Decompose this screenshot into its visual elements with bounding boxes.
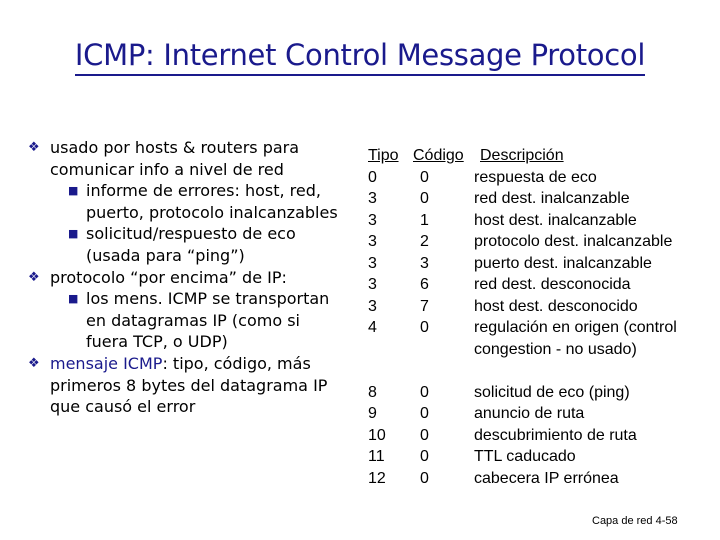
header-tipo: Tipo	[368, 147, 399, 164]
cell-codigo: 0	[420, 383, 429, 401]
cell-descripcion: regulación en origen (control	[474, 319, 677, 336]
slide-footer: Capa de red 4-58	[592, 515, 678, 527]
cell-codigo: 0	[420, 168, 429, 186]
cell-tipo: 0	[368, 168, 377, 186]
cell-tipo: 3	[368, 276, 377, 293]
bullet-line-rest: : tipo, código, más	[162, 353, 311, 373]
square-bullet-icon: ■	[68, 292, 79, 306]
cell-descripcion: protocolo dest. inalcanzable	[474, 233, 673, 250]
sub-bullet-line: fuera TCP, o UDP)	[86, 332, 228, 352]
cell-tipo: 4	[368, 319, 377, 336]
cell-descripcion: puerto dest. inalcanzable	[474, 254, 652, 272]
bullet-line: usado por hosts & routers para	[50, 138, 300, 157]
cell-descripcion: cabecera IP errónea	[474, 469, 619, 487]
header-descripcion: Descripción	[480, 147, 564, 164]
sub-bullet-line: puerto, protocolo inalcanzables	[86, 202, 338, 222]
cell-codigo: 0	[420, 448, 429, 465]
cell-codigo: 0	[420, 190, 429, 207]
bullet-line: primeros 8 bytes del datagrama IP	[50, 375, 328, 395]
cell-tipo: 12	[368, 469, 386, 487]
cell-tipo: 3	[368, 211, 377, 229]
cell-tipo: 10	[368, 426, 386, 444]
bullet-line: comunicar info a nivel de red	[50, 159, 284, 179]
bullet-item	[28, 137, 353, 180]
cell-codigo: 3	[420, 254, 429, 272]
sub-bullet-line: en datagramas IP (como si	[86, 310, 300, 330]
cell-descripcion: red dest. desconocida	[474, 276, 631, 293]
cell-tipo: 3	[368, 233, 377, 250]
cell-descripcion: anuncio de ruta	[474, 405, 585, 422]
cell-tipo: 9	[368, 405, 377, 422]
bullet-item	[28, 353, 353, 418]
cell-descripcion: congestion - no usado)	[474, 340, 637, 358]
cell-codigo: 7	[420, 297, 429, 315]
sub-bullet-line: solicitud/respuesto de eco	[86, 224, 296, 244]
square-bullet-icon: ■	[68, 227, 79, 241]
cell-tipo: 3	[368, 190, 377, 207]
cell-codigo: 2	[420, 233, 429, 250]
sub-bullet-item	[28, 223, 353, 266]
cell-descripcion: host dest. inalcanzable	[474, 211, 637, 229]
cell-descripcion: red dest. inalcanzable	[474, 190, 630, 207]
cell-tipo: 8	[368, 383, 377, 401]
cell-tipo: 3	[368, 297, 377, 315]
checkmark-diamond-icon: ❖	[28, 355, 40, 371]
cell-codigo: 0	[420, 405, 429, 422]
checkmark-diamond-icon: ❖	[28, 140, 40, 155]
cell-descripcion: host dest. desconocido	[474, 297, 638, 315]
cell-descripcion: TTL caducado	[474, 448, 576, 465]
checkmark-diamond-icon: ❖	[28, 269, 40, 285]
sub-bullet-line: (usada para “ping”)	[86, 245, 245, 265]
bullet-line-highlighted	[50, 353, 353, 375]
cell-codigo: 0	[420, 319, 429, 336]
sub-bullet-line: los mens. ICMP se transportan	[86, 289, 330, 309]
cell-tipo: 3	[368, 254, 377, 272]
bullet-line: protocolo “por encima” de IP:	[50, 267, 287, 287]
square-bullet-icon: ■	[68, 184, 79, 198]
sub-bullet-item	[28, 288, 353, 353]
header-codigo: Código	[413, 147, 464, 164]
cell-codigo: 0	[420, 426, 429, 444]
bullet-line: que causó el error	[50, 397, 196, 417]
sub-bullet-line: informe de errores: host, red,	[86, 181, 321, 201]
cell-descripcion: respuesta de eco	[474, 168, 597, 186]
highlight-term: mensaje ICMP	[50, 353, 163, 373]
cell-codigo: 6	[420, 276, 429, 293]
cell-descripcion: descubrimiento de ruta	[474, 426, 637, 444]
bullet-list	[28, 137, 353, 418]
sub-bullet-item	[28, 180, 353, 223]
cell-tipo: 11	[368, 448, 385, 465]
cell-descripcion: solicitud de eco (ping)	[474, 383, 630, 401]
bullet-item	[28, 267, 353, 289]
cell-codigo: 0	[420, 469, 429, 487]
cell-codigo: 1	[420, 211, 429, 229]
slide-title: ICMP: Internet Control Message Protocol	[0, 38, 720, 72]
